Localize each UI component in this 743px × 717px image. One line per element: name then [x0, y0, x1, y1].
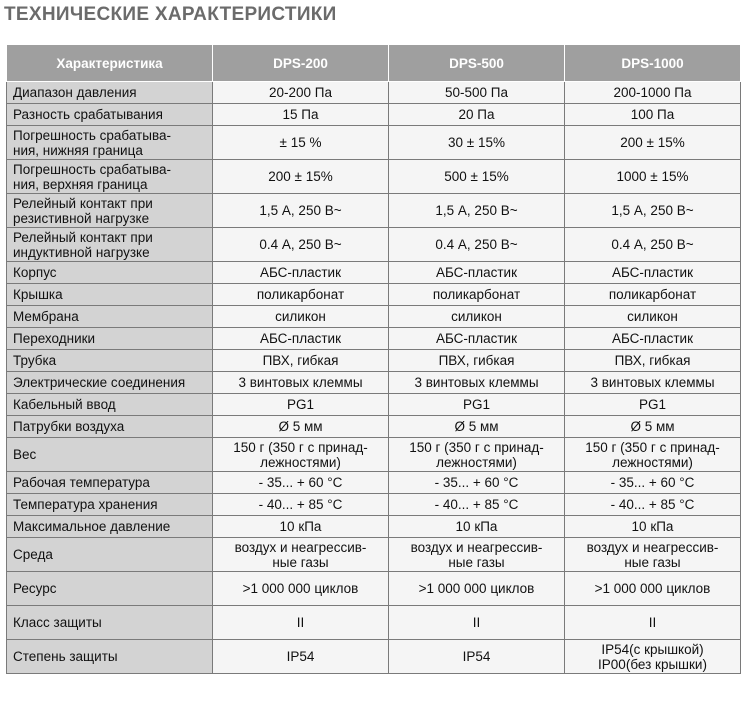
cell-value-text: воздух и неагрессив- ные газы [586, 539, 719, 570]
cell-value-text: Ø 5 мм [630, 419, 675, 434]
cell-value [213, 82, 389, 104]
cell-value [565, 104, 741, 126]
row-label [7, 472, 213, 494]
table-body [7, 82, 741, 674]
cell-value [565, 228, 741, 262]
row-label [7, 82, 213, 104]
cell-value-text: 150 г (350 г с принад- лежностями) [233, 439, 368, 470]
cell-value [389, 126, 565, 160]
cell-value-text: 1,5 А, 250 В~ [259, 203, 342, 218]
table-row [7, 160, 741, 194]
row-label-text: Разность срабатывания [13, 107, 163, 122]
cell-value-text: АБС-пластик [259, 265, 342, 280]
table-row [7, 438, 741, 472]
cell-value-text: 500 ± 15% [444, 169, 509, 184]
cell-value-text: - 35... + 60 °C [434, 475, 519, 490]
table-row [7, 538, 741, 572]
row-label [7, 350, 213, 372]
cell-value [389, 104, 565, 126]
cell-value [389, 82, 565, 104]
cell-value-text: PG1 [462, 397, 490, 412]
cell-value [213, 572, 389, 606]
page-title: ТЕХНИЧЕСКИЕ ХАРАКТЕРИСТИКИ [4, 4, 337, 25]
cell-value [389, 328, 565, 350]
row-label-text: Кабельный ввод [13, 397, 116, 412]
cell-value-text: 10 кПа [279, 519, 322, 534]
cell-value-text: - 40... + 85 °C [258, 497, 343, 512]
row-label [7, 494, 213, 516]
cell-value-text: поликарбонат [608, 287, 697, 302]
cell-value-text: 3 винтовых клеммы [238, 375, 363, 390]
row-label-text: Погрешность срабатыва- ния, верхняя граница [13, 161, 171, 192]
table-row [7, 606, 741, 640]
row-label [7, 640, 213, 674]
column-header-characteristic: Характеристика [7, 45, 213, 82]
table-row [7, 516, 741, 538]
table-row [7, 262, 741, 284]
cell-value [389, 416, 565, 438]
row-label-text: Среда [13, 547, 53, 562]
row-label-text: Рабочая температура [13, 475, 150, 490]
cell-value-text: 15 Па [282, 107, 319, 122]
row-label-text: Электрические соединения [13, 375, 186, 390]
cell-value-text: 100 Па [630, 107, 675, 122]
cell-value [213, 516, 389, 538]
cell-value [565, 350, 741, 372]
table-row [7, 228, 741, 262]
cell-value [213, 538, 389, 572]
row-label [7, 160, 213, 194]
cell-value [389, 372, 565, 394]
row-label [7, 394, 213, 416]
row-label [7, 306, 213, 328]
cell-value [213, 104, 389, 126]
cell-value [565, 160, 741, 194]
cell-value-text: 200-1000 Па [613, 85, 692, 100]
cell-value [389, 538, 565, 572]
cell-value-text: II [296, 615, 305, 630]
cell-value [389, 160, 565, 194]
row-label [7, 262, 213, 284]
cell-value-text: IP54(с крышкой) IP00(без крышки) [598, 641, 707, 672]
row-label-text: Степень защиты [13, 649, 118, 664]
cell-value [213, 494, 389, 516]
cell-value [213, 262, 389, 284]
cell-value [213, 306, 389, 328]
column-header-dps-200: DPS-200 [213, 45, 389, 82]
row-label [7, 126, 213, 160]
cell-value [565, 372, 741, 394]
cell-value-text: - 40... + 85 °C [610, 497, 695, 512]
cell-value-text: 50-500 Па [445, 85, 508, 100]
cell-value [213, 328, 389, 350]
cell-value [389, 472, 565, 494]
cell-value [389, 262, 565, 284]
cell-value-text: 0.4 А, 250 В~ [611, 237, 694, 252]
cell-value-text: ПВХ, гибкая [262, 353, 339, 368]
row-label-text: Температура хранения [13, 497, 158, 512]
cell-value [565, 640, 741, 674]
table-row [7, 126, 741, 160]
cell-value [565, 194, 741, 228]
cell-value-text: - 35... + 60 °C [258, 475, 343, 490]
row-label-text: Максимальное давление [13, 519, 171, 534]
row-label [7, 372, 213, 394]
cell-value [565, 472, 741, 494]
table-row [7, 194, 741, 228]
cell-value [389, 640, 565, 674]
table-row [7, 284, 741, 306]
cell-value-text: 10 кПа [455, 519, 498, 534]
cell-value-text: 3 винтовых клеммы [590, 375, 715, 390]
cell-value [389, 350, 565, 372]
cell-value-text: АБС-пластик [259, 331, 342, 346]
cell-value-text: Ø 5 мм [454, 419, 499, 434]
cell-value-text: силикон [451, 309, 502, 324]
row-label-text: Крышка [13, 287, 63, 302]
table-row [7, 350, 741, 372]
cell-value [213, 228, 389, 262]
cell-value-text: АБС-пластик [435, 265, 518, 280]
row-label-text: Класс защиты [13, 615, 102, 630]
row-label [7, 104, 213, 126]
cell-value-text: IP54 [462, 649, 491, 664]
table-row [7, 82, 741, 104]
cell-value [389, 438, 565, 472]
cell-value [565, 516, 741, 538]
cell-value-text: 200 ± 15% [620, 135, 685, 150]
cell-value-text: PG1 [638, 397, 666, 412]
cell-value-text: 0.4 А, 250 В~ [435, 237, 518, 252]
cell-value [213, 194, 389, 228]
table-header-row [7, 45, 741, 82]
cell-value [389, 572, 565, 606]
cell-value-text: 30 ± 15% [448, 135, 505, 150]
cell-value [213, 126, 389, 160]
cell-value-text: >1 000 000 циклов [418, 581, 535, 596]
row-label-text: Патрубки воздуха [13, 419, 125, 434]
cell-value-text: >1 000 000 циклов [594, 581, 711, 596]
cell-value [213, 416, 389, 438]
cell-value [565, 82, 741, 104]
cell-value [389, 494, 565, 516]
cell-value-text: PG1 [286, 397, 314, 412]
row-label-text: Переходники [13, 331, 96, 346]
row-label [7, 228, 213, 262]
cell-value-text: - 35... + 60 °C [610, 475, 695, 490]
row-label-text: Вес [13, 447, 37, 462]
cell-value-text: 150 г (350 г с принад- лежностями) [409, 439, 544, 470]
cell-value-text: 3 винтовых клеммы [414, 375, 539, 390]
cell-value [213, 438, 389, 472]
cell-value [213, 394, 389, 416]
cell-value-text: воздух и неагрессив- ные газы [234, 539, 367, 570]
row-label [7, 516, 213, 538]
cell-value [565, 262, 741, 284]
cell-value-text: ПВХ, гибкая [438, 353, 515, 368]
cell-value [389, 516, 565, 538]
row-label-text: Трубка [13, 353, 57, 368]
cell-value-text: АБС-пластик [611, 265, 694, 280]
cell-value [565, 416, 741, 438]
cell-value [565, 284, 741, 306]
row-label-text: Диапазон давления [13, 85, 137, 100]
table-row [7, 572, 741, 606]
cell-value-text: АБС-пластик [435, 331, 518, 346]
cell-value [389, 394, 565, 416]
table-row [7, 306, 741, 328]
table-row [7, 640, 741, 674]
table-row [7, 416, 741, 438]
cell-value [565, 328, 741, 350]
table-row [7, 472, 741, 494]
row-label-text: Корпус [13, 265, 57, 280]
cell-value-text: 200 ± 15% [268, 169, 333, 184]
cell-value-text: силикон [275, 309, 326, 324]
table-row [7, 328, 741, 350]
cell-value [565, 494, 741, 516]
table-row [7, 104, 741, 126]
cell-value [389, 284, 565, 306]
row-label-text: Погрешность срабатыва- ния, нижняя граница [13, 127, 171, 158]
cell-value-text: 20 Па [458, 107, 495, 122]
cell-value [565, 306, 741, 328]
cell-value-text: 20-200 Па [269, 85, 332, 100]
cell-value [213, 606, 389, 640]
cell-value-text: воздух и неагрессив- ные газы [410, 539, 543, 570]
row-label [7, 438, 213, 472]
cell-value-text: поликарбонат [256, 287, 345, 302]
cell-value-text: АБС-пластик [611, 331, 694, 346]
row-label [7, 606, 213, 640]
cell-value-text: II [472, 615, 481, 630]
cell-value [565, 126, 741, 160]
cell-value-text: ± 15 % [279, 135, 322, 150]
cell-value [565, 438, 741, 472]
cell-value-text: 10 кПа [631, 519, 674, 534]
cell-value [213, 160, 389, 194]
cell-value [565, 606, 741, 640]
cell-value-text: - 40... + 85 °C [434, 497, 519, 512]
row-label [7, 572, 213, 606]
cell-value [213, 350, 389, 372]
row-label [7, 328, 213, 350]
cell-value [389, 606, 565, 640]
cell-value-text: силикон [627, 309, 678, 324]
table-row [7, 394, 741, 416]
cell-value [389, 228, 565, 262]
cell-value [389, 194, 565, 228]
cell-value-text: 1,5 А, 250 В~ [435, 203, 518, 218]
cell-value-text: 1000 ± 15% [616, 169, 689, 184]
row-label-text: Релейный контакт при резистивной нагрузке [13, 195, 153, 226]
specs-table [6, 44, 741, 674]
column-header-dps-500: DPS-500 [389, 45, 565, 82]
cell-value-text: II [648, 615, 657, 630]
table-row [7, 372, 741, 394]
row-label [7, 538, 213, 572]
column-header-dps-1000: DPS-1000 [565, 45, 741, 82]
row-label [7, 194, 213, 228]
table-row [7, 494, 741, 516]
cell-value [565, 572, 741, 606]
cell-value [213, 640, 389, 674]
row-label-text: Ресурс [13, 581, 57, 596]
cell-value-text: IP54 [286, 649, 315, 664]
cell-value-text: 0.4 А, 250 В~ [259, 237, 342, 252]
cell-value-text: ПВХ, гибкая [614, 353, 691, 368]
row-label-text: Мембрана [13, 309, 79, 324]
row-label-text: Релейный контакт при индуктивной нагрузке [13, 229, 153, 260]
cell-value [213, 284, 389, 306]
row-label [7, 284, 213, 306]
cell-value-text: 150 г (350 г с принад- лежностями) [585, 439, 720, 470]
cell-value [565, 394, 741, 416]
cell-value-text: 1,5 А, 250 В~ [611, 203, 694, 218]
cell-value [213, 372, 389, 394]
cell-value [213, 472, 389, 494]
cell-value-text: Ø 5 мм [278, 419, 323, 434]
cell-value [389, 306, 565, 328]
cell-value-text: >1 000 000 циклов [242, 581, 359, 596]
row-label [7, 416, 213, 438]
cell-value [565, 538, 741, 572]
cell-value-text: поликарбонат [432, 287, 521, 302]
